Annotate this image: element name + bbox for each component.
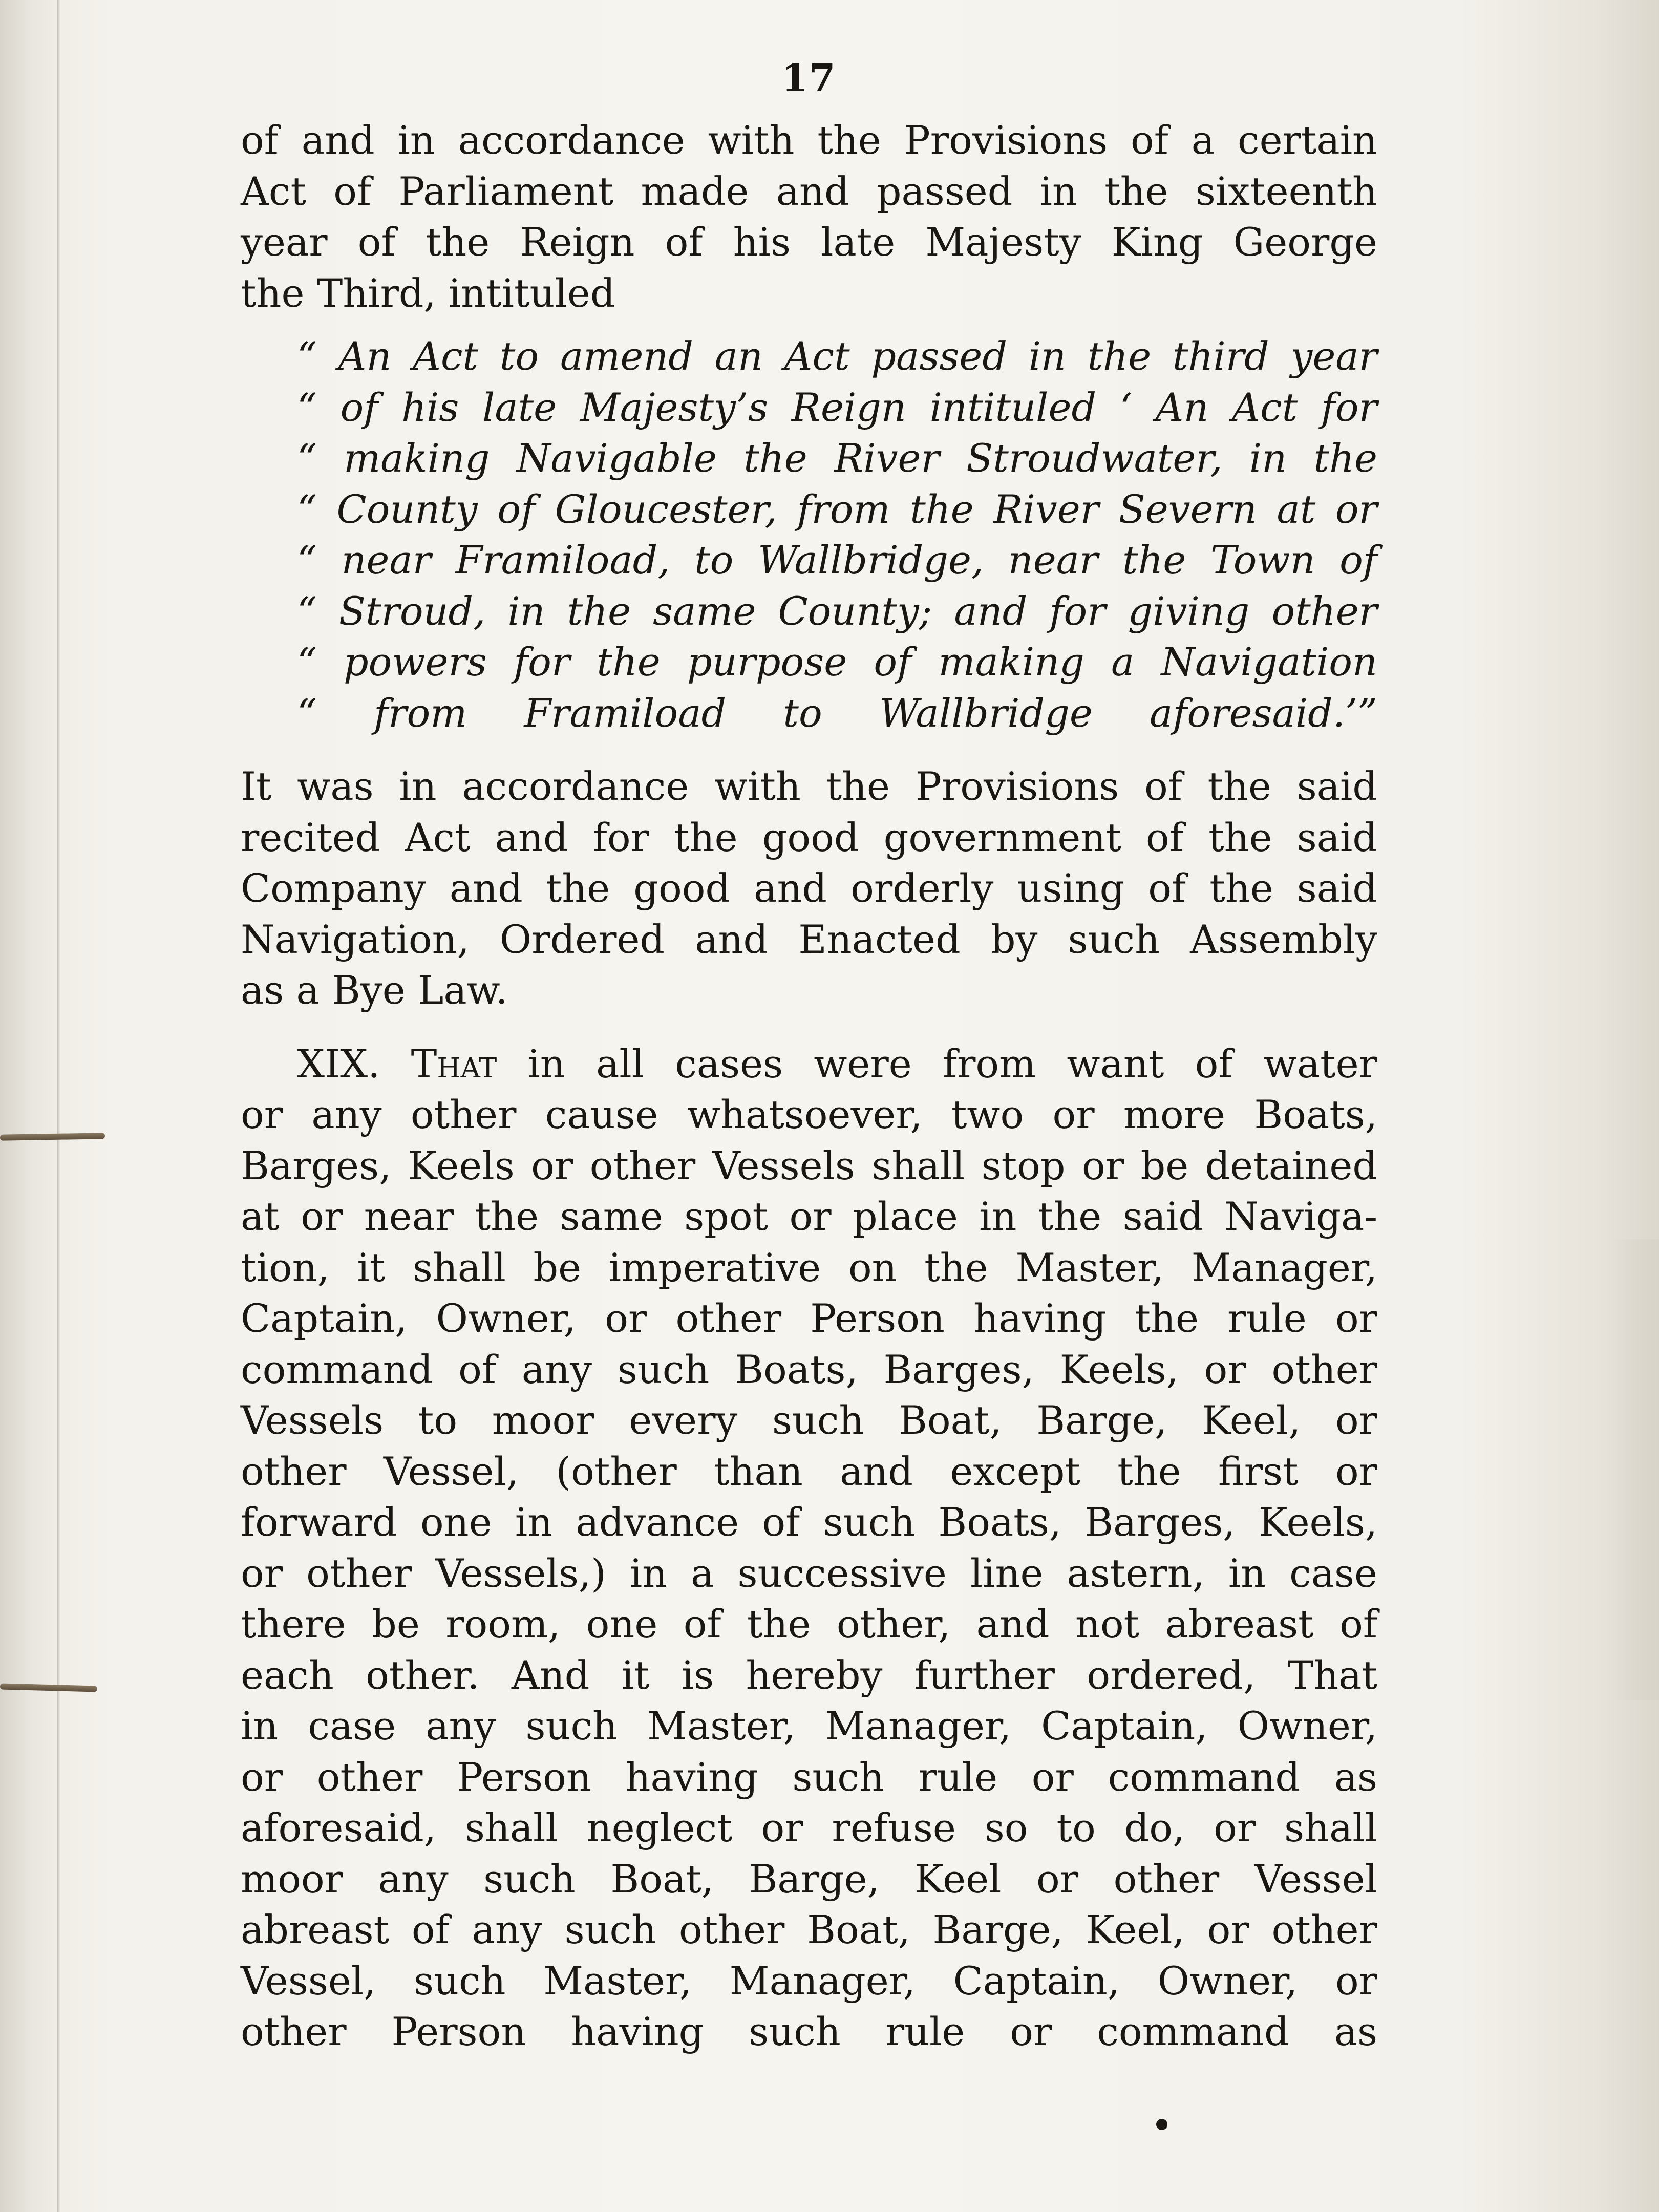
quote-line: “ making Navigable the River Stroudwater, in the	[297, 435, 1377, 481]
text-line: or any other cause whatsoever, two or more Boats,	[241, 1092, 1377, 1137]
quote-line: “ powers for the purpose of making a Navigation	[297, 639, 1377, 685]
act-title-quotation	[241, 331, 1377, 738]
text-line: or other Vessels,) in a successive line astern, in case	[241, 1550, 1377, 1596]
text-line: moor any such Boat, Barge, Keel or other Vessel	[241, 1856, 1377, 1902]
text-line: command of any such Boats, Barges, Keels, or other	[241, 1346, 1377, 1392]
text-line: Barges, Keels or other Vessels shall stop or be detained	[241, 1142, 1377, 1188]
text-line: there be room, one of the other, and not abreast of	[241, 1601, 1377, 1647]
section-numeral: XIX.	[297, 1040, 380, 1087]
ink-dot	[1156, 2119, 1167, 2130]
text-line: abreast of any such other Boat, Barge, Keel, or other	[241, 1907, 1377, 1952]
page-number: 17	[781, 56, 837, 100]
section-first-line	[241, 1038, 1377, 1090]
enactment-paragraph	[241, 761, 1377, 1016]
binding-thread-lower	[0, 1684, 97, 1692]
section-xix	[241, 1038, 1377, 2057]
page-edge-wear	[1613, 1239, 1659, 1700]
text-line: aforesaid, shall neglect or refuse so to do, or shall	[241, 1805, 1377, 1851]
text-line: Vessel, such Master, Manager, Captain, Owner, or	[241, 1958, 1377, 2004]
quote-line: “ near Framiload, to Wallbridge, near the Town of	[297, 537, 1377, 583]
text-line: at or near the same spot or place in the said Naviga-	[241, 1194, 1377, 1239]
binding-gutter	[57, 0, 60, 2212]
text-line: in case any such Master, Manager, Captain, Owner,	[241, 1703, 1377, 1749]
text-line: other Vessel, (other than and except the first or	[241, 1448, 1377, 1494]
text-line: It was in accordance with the Provisions of the said	[241, 763, 1377, 809]
text-line: Vessels to moor every such Boat, Barge, Keel, or	[241, 1397, 1377, 1443]
text-line: Captain, Owner, or other Person having the rule or	[241, 1295, 1377, 1341]
text-line: Navigation, Ordered and Enacted by such Assembly	[241, 916, 1377, 962]
text-line: or other Person having such rule or command as	[241, 1754, 1377, 1800]
text-line: forward one in advance of such Boats, Barges, Keels,	[241, 1499, 1377, 1545]
text-line: Company and the good and orderly using of the said	[241, 865, 1377, 911]
text-line: recited Act and for the good government of the said	[241, 814, 1377, 860]
section-lead-word: That	[411, 1040, 497, 1087]
section-first-line-text: in all cases were from want of water	[497, 1040, 1377, 1087]
quote-line: “ An Act to amend an Act passed in the third year	[297, 333, 1377, 379]
text-line: the Third, intituled	[241, 270, 615, 316]
quote-line: “ Stroud, in the same County; and for giving other	[297, 588, 1377, 634]
text-line: other Person having such rule or command as	[241, 2009, 1377, 2054]
binding-thread-upper	[0, 1133, 105, 1141]
quote-line: “ from Framiload to Wallbridge aforesaid.’”	[297, 690, 1377, 736]
opening-paragraph	[241, 115, 1377, 318]
text-column	[241, 56, 1377, 2057]
text-line: as a Bye Law.	[241, 967, 508, 1013]
text-line: each other. And it is hereby further ordered, That	[241, 1652, 1377, 1698]
text-line: Act of Parliament made and passed in the sixteenth	[241, 168, 1377, 214]
text-line: of and in accordance with the Provisions of a certain	[241, 117, 1377, 163]
quote-line: “ County of Gloucester, from the River Severn at or	[297, 486, 1377, 532]
quote-line: “ of his late Majesty’s Reign intituled ‘ An Act for	[297, 384, 1377, 430]
text-line: year of the Reign of his late Majesty King George	[241, 219, 1377, 265]
text-line: tion, it shall be imperative on the Master, Manager,	[241, 1244, 1377, 1290]
